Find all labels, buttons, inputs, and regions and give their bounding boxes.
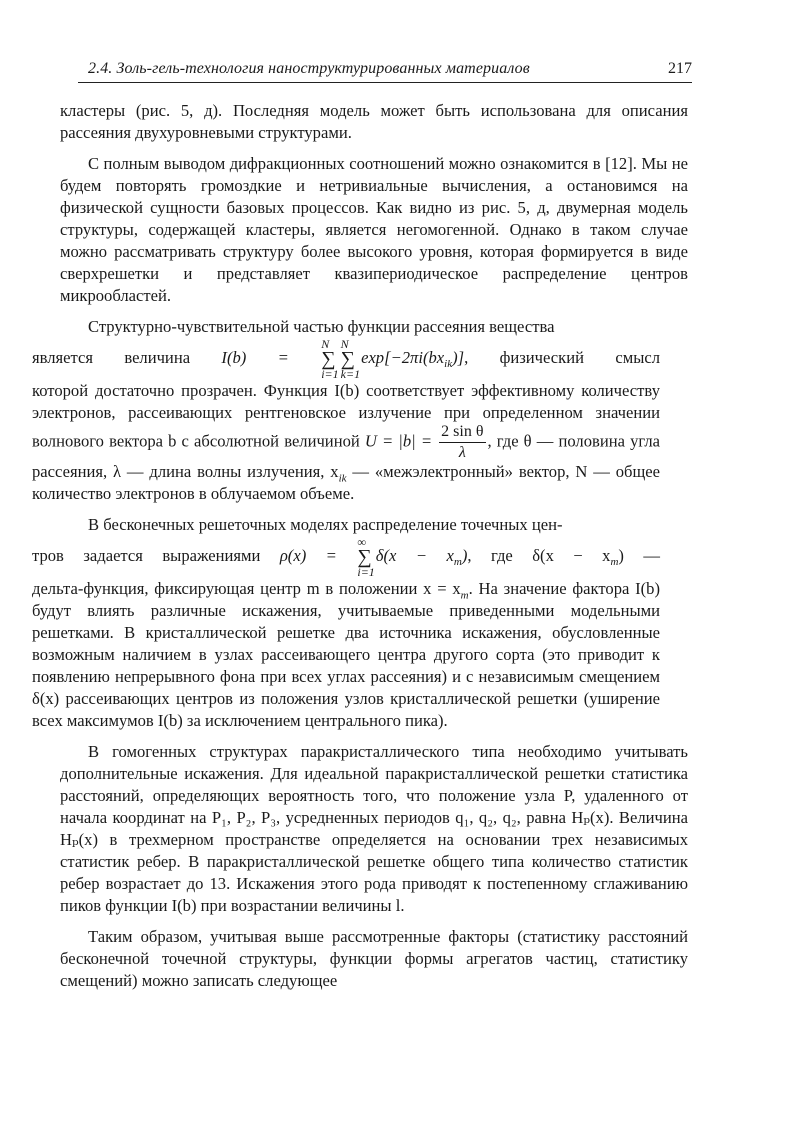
- sum-upper-limit: ∞: [357, 535, 366, 549]
- density-formula-rhs: δ(x − x: [375, 545, 454, 565]
- intensity-formula-subscript: ik: [444, 358, 453, 371]
- sigma-symbol: ∑: [357, 546, 372, 568]
- sum-upper-limit: N: [340, 337, 349, 351]
- sum-upper-limit: N: [321, 337, 330, 351]
- paragraph-4-line-1: В бесконечных решеточных моделях распределение точечных цен-: [88, 515, 563, 534]
- position-subscript: m: [460, 589, 469, 602]
- abs-vector-formula: U = |b| =: [364, 431, 438, 451]
- paragraph-6: Таким образом, учитывая выше рассмотренные факторы (статистику расстояний бесконечной точечной структуры, функции формы агрегатов частиц, статистику смещений) можно записать следующее: [60, 927, 688, 990]
- sum-operator-k: [341, 338, 360, 380]
- sum-lower-limit: k=1: [340, 367, 361, 381]
- text-fragment: . На значение фактора I(b) будут влиять различные искажения, учитываемые приведенными модельными решетками. В кристаллической решетке два источника искажения, обусловленные возможным наличием в узлах рассеивающего центра другого сорта (это приводит к появлению непрерывного фона при всех углах рассеяния) и с независимым смещением δ(x) рассеивающих центров из положения узлов кристаллической решетки (уширение всех максимумов I(b) за исключением центрального пика).: [32, 579, 660, 730]
- intensity-formula-rhs: exp[−2πi(bx: [361, 347, 445, 367]
- text-fragment: величиной: [284, 431, 365, 451]
- density-formula-subscript: m: [453, 556, 462, 569]
- sum-operator-i: [321, 338, 338, 380]
- text-fragment: — «межэлектронный» вектор, N — общее количество электронов в облучаемом объеме.: [32, 462, 661, 503]
- density-formula-end: ): [461, 545, 468, 565]
- text-fragment: , физический смысл: [464, 347, 660, 367]
- running-title: 2.4. Золь-гель-технология наноструктурированных материалов: [88, 60, 530, 77]
- formula-line-intensity: [32, 338, 660, 380]
- text-fragment: , где δ(x − x: [467, 545, 611, 565]
- text-fragment: дельта-функция, фиксирующая центр m в положении x = x: [32, 579, 461, 598]
- density-formula-lhs: ρ(x) =: [279, 545, 357, 565]
- intensity-formula-end: )]: [452, 347, 465, 367]
- text-fragment: которой достаточно прозрачен. Функция I(b) соответствует эффективному количеству электронов, рассеивающих рентгеновское излучение при определенном значении волнового вектора b с абсолютной: [32, 381, 660, 451]
- page-number: 217: [668, 60, 692, 77]
- sum-lower-limit: i=1: [357, 565, 375, 579]
- text-fragment: ) —: [618, 545, 660, 565]
- fraction-2sin-over-lambda: [439, 424, 485, 461]
- running-header: [88, 58, 692, 84]
- paragraph-4: [32, 514, 688, 732]
- text-fragment: является величина: [32, 347, 222, 367]
- paragraph-3: [32, 316, 688, 505]
- sigma-symbol: ∑: [321, 348, 336, 370]
- paragraph-3-body: [32, 380, 660, 505]
- paragraph-1: кластеры (рис. 5, д). Последняя модель может быть использована для описания рассеяния двухуровневыми структурами.: [60, 101, 688, 142]
- paragraph-5: В гомогенных структурах паракристаллического типа необходимо учитывать дополнительные искажения. Для идеальной паракристаллической решетки статистика расстояний, определяющих вероятность того, что положение узла P, удаленного от начала координат на P₁, P₂, P₃, усредненных периодов q₁, q₂, q₂, равна Hₚ(x). Величина Hₚ(x) в трехмерном пространстве определяется на основании трех независимых статистик ребер. В паракристаллической решетке общего типа количество статистик ребер возрастает до 13. Искажения этого рода приводят к постепенному сглаживанию пиков функции I(b) при возрастании величины l.: [60, 742, 688, 915]
- intensity-formula-lhs: I(b) =: [221, 347, 321, 367]
- text-fragment: , где θ — половина угла рассеяния, λ —: [32, 431, 660, 481]
- text-fragment: тров задается выражениями: [32, 545, 280, 565]
- paragraph-4-body: [32, 578, 660, 732]
- paragraph-2: С полным выводом дифракционных соотношений можно ознакомится в [12]. Мы не будем повторять громоздкие и нетривиальные вычисления, а остановимся на физической сущности базовых процессов. Как видно из рис. 5, д, двумерная модель структуры, содержащей кластеры, является негомогенной. Однако в таком случае можно рассматривать структуру более высокого уровня, которая формируется в виде сверхрешетки и представляет квазипериодическое распределение центров микрообластей.: [60, 154, 688, 305]
- fraction-numerator: 2 sin θ: [439, 424, 485, 443]
- paragraph-3-line-1: Структурно-чувствительной частью функции рассеяния вещества: [88, 317, 555, 336]
- sigma-symbol: ∑: [340, 348, 355, 370]
- sum-operator-infinite: [357, 536, 374, 578]
- vector-subscript: ik: [338, 472, 347, 485]
- fraction-denominator: λ: [458, 444, 466, 461]
- page-body: [32, 100, 688, 992]
- formula-line-density: [32, 536, 660, 578]
- delta-subscript: m: [610, 556, 619, 569]
- text-fragment: длина волны излучения, x: [149, 462, 339, 481]
- header-rule: [78, 82, 692, 83]
- sum-lower-limit: i=1: [321, 367, 339, 381]
